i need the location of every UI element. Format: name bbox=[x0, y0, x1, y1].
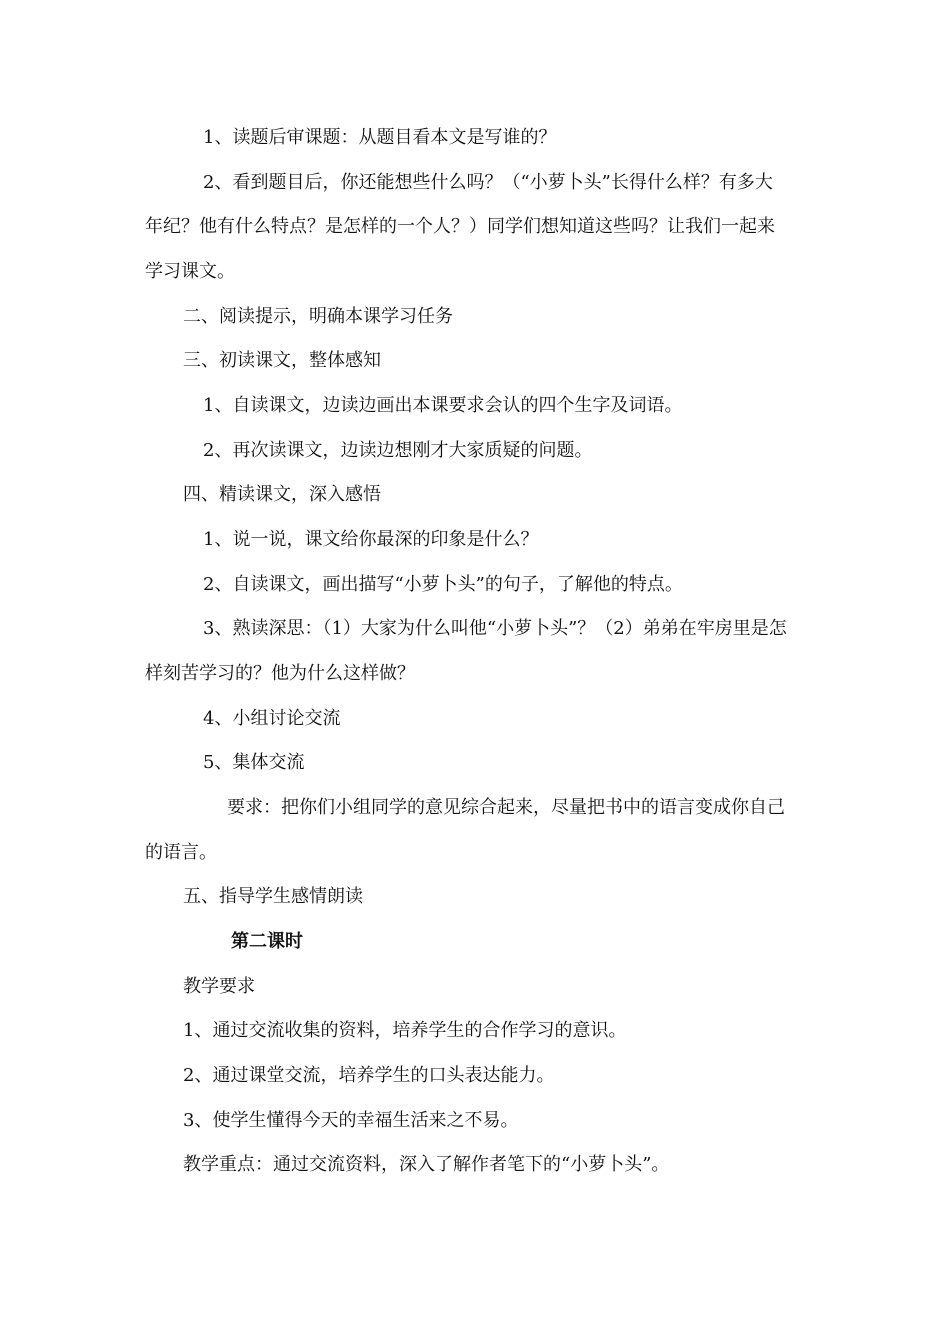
step-collective-exchange: 5、集体交流 bbox=[203, 752, 305, 773]
step-think-title-line2: 年纪？他有什么特点？是怎样的一个人？）同学们想知道这些吗？让我们一起来 bbox=[145, 216, 775, 237]
step-read-title: 1、读题后审课题：从题目看本文是写谁的？ bbox=[203, 127, 557, 148]
step-self-reading: 1、自读课文，边读边画出本课要求会认的四个生字及词语。 bbox=[203, 395, 683, 416]
step-deep-thinking-line1: 3、熟读深思：（1）大家为什么叫他“小萝卜头”？（2）弟弟在牢房里是怎 bbox=[203, 618, 787, 639]
lesson-two-heading: 第二课时 bbox=[231, 931, 303, 952]
requirement-item-1: 1、通过交流收集的资料，培养学生的合作学习的意识。 bbox=[183, 1020, 627, 1041]
step-think-title-line3: 学习课文。 bbox=[145, 261, 235, 282]
step-impression: 1、说一说，课文给你最深的印象是什么？ bbox=[203, 529, 539, 550]
requirement-item-2: 2、通过课堂交流，培养学生的口头表达能力。 bbox=[183, 1065, 555, 1086]
requirement-line1: 要求：把你们小组同学的意见综合起来，尽量把书中的语言变成你自己 bbox=[227, 797, 785, 818]
teaching-focus: 教学重点：通过交流资料，深入了解作者笔下的“小萝卜头”。 bbox=[183, 1154, 670, 1175]
section-close-reading: 四、精读课文，深入感悟 bbox=[183, 484, 381, 505]
step-think-title-line1: 2、看到题目后，你还能想些什么吗？（“小萝卜头”长得什么样？有多大 bbox=[203, 172, 773, 193]
step-reread: 2、再次读课文，边读边想刚才大家质疑的问题。 bbox=[203, 440, 593, 461]
step-find-sentences: 2、自读课文，画出描写“小萝卜头”的句子，了解他的特点。 bbox=[203, 574, 683, 595]
requirement-line2: 的语言。 bbox=[145, 842, 217, 863]
teaching-requirements-heading: 教学要求 bbox=[183, 976, 255, 997]
section-reading-tips: 二、阅读提示，明确本课学习任务 bbox=[183, 306, 453, 327]
requirement-item-3: 3、使学生懂得今天的幸福生活来之不易。 bbox=[183, 1110, 519, 1131]
section-emotional-reading: 五、指导学生感情朗读 bbox=[183, 886, 363, 907]
section-first-reading: 三、初读课文，整体感知 bbox=[183, 350, 381, 371]
step-group-discussion: 4、小组讨论交流 bbox=[203, 708, 341, 729]
step-deep-thinking-line2: 样刻苦学习的？他为什么这样做？ bbox=[145, 663, 415, 684]
